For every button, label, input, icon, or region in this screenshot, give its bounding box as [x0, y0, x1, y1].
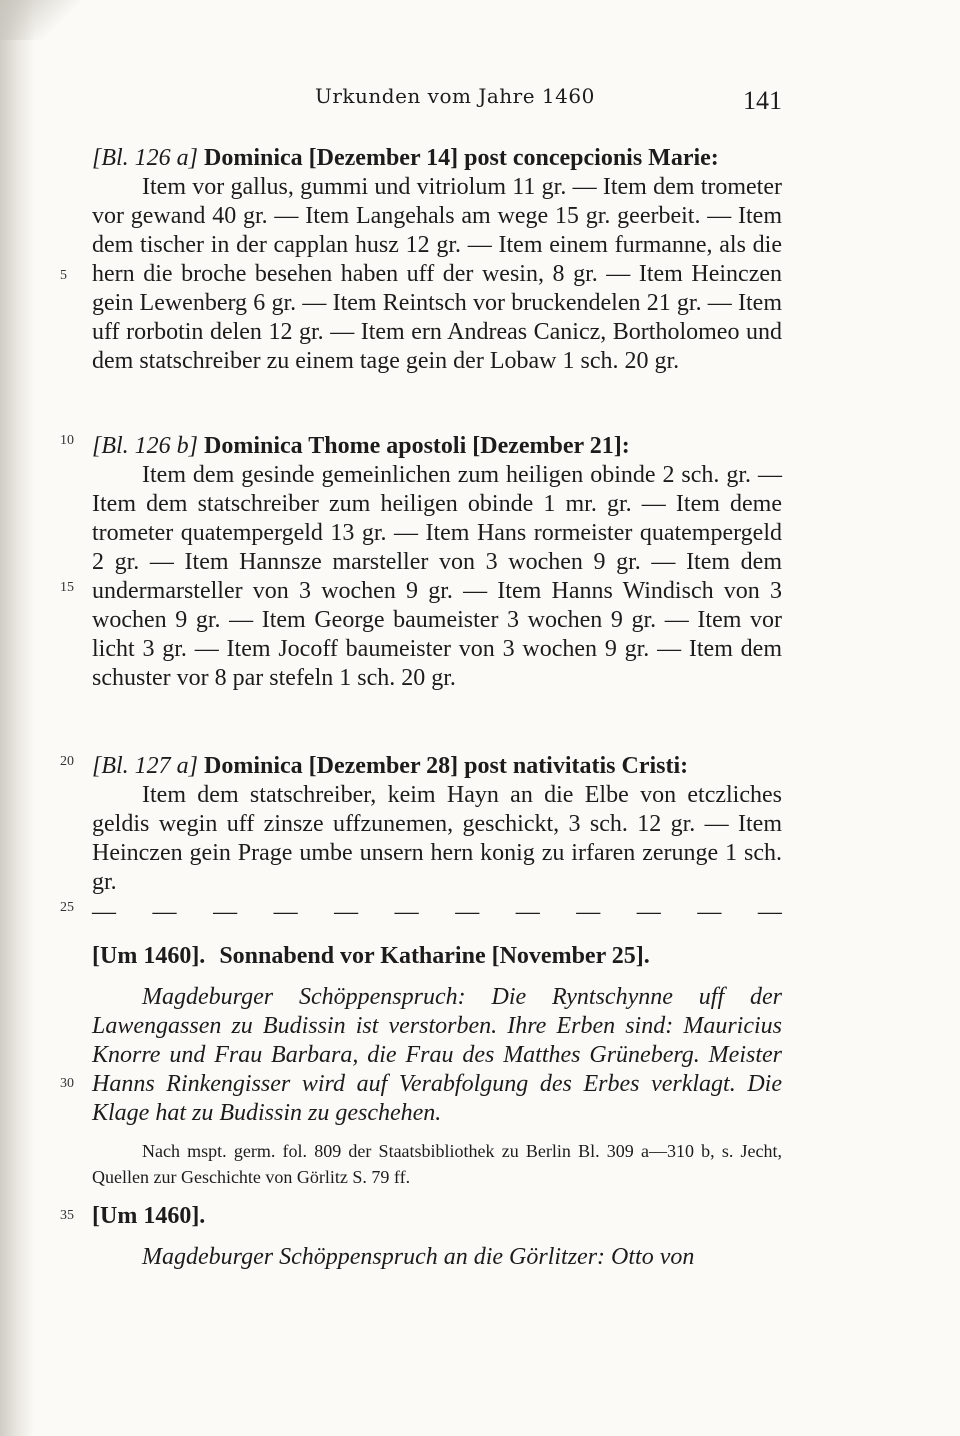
entry-heading [92, 432, 782, 461]
entry-heading [92, 144, 782, 173]
dash: — [273, 899, 298, 925]
document-um-1460-a [92, 942, 782, 1190]
line-number: 20 [60, 754, 74, 769]
folio-ref: [Bl. 126 b] [92, 433, 199, 459]
entry-heading [92, 752, 782, 781]
line-number: 15 [60, 580, 74, 595]
section-year: [Um 1460]. [92, 1203, 206, 1229]
entry-bl-127a [92, 752, 782, 897]
dash: — [213, 899, 238, 925]
scan-corner [0, 0, 80, 40]
page-header [0, 84, 960, 120]
folio-ref: [Bl. 127 a] [92, 753, 199, 779]
dash: — [92, 899, 116, 925]
entry-date: Dominica [Dezember 14] post concepcionis Marie: [204, 145, 719, 171]
line-number: 5 [60, 268, 67, 283]
dash: — [394, 899, 419, 925]
section-heading [92, 1202, 782, 1231]
line-number: 10 [60, 433, 74, 448]
folio-ref: [Bl. 126 a] [92, 145, 199, 171]
line-number: 30 [60, 1076, 74, 1091]
source-note: Nach mspt. germ. fol. 809 der Staatsbibliothek zu Berlin Bl. 309 a—310 b, s. Jecht, Quellen zur Geschichte von Görlitz S. 79 ff. [92, 1141, 782, 1187]
entry-date: Dominica Thome apostoli [Dezember 21]: [204, 433, 630, 459]
entry-body: Item dem gesinde gemeinlichen zum heiligen obinde 2 sch. gr. — Item dem statschreiber zum heiligen obinde 1 mr. gr. — Item deme trometer quatempergeld 13 gr. — Item Hans rormeister quatempergeld 2 gr. — Item Hannsze marsteller von 3 wochen 9 gr. — Item dem undermarsteller von 3 wochen 9 gr. — Item Hanns Windisch von 3 wochen 9 gr. — Item George baumeister 3 wochen 9 gr. — Item vor licht 3 gr. — Item Jocoff baumeister von 3 wochen 9 gr. — Item dem schuster vor 8 par stefeln 1 sch. 20 gr. [92, 462, 782, 691]
document-um-1460-b [92, 1202, 782, 1272]
entry-date: Dominica [Dezember 28] post nativitatis Cristi: [204, 753, 689, 779]
section-date: Sonnabend vor Katharine [November 25]. [219, 943, 650, 969]
section-heading [92, 942, 782, 971]
entry-bl-126b [92, 432, 782, 693]
dash-separator [92, 898, 782, 927]
dash: — [515, 899, 540, 925]
entry-body: Item vor gallus, gummi und vitriolum 11 gr. — Item dem trometer vor gewand 40 gr. — Item Langehals am wege 15 gr. geerbeit. — Item dem tischer in der capplan husz 12 gr. — Item einem furmanne, als die hern die broche besehen haben uff der wesin, 8 gr. — Item Heinczen gein Lewenberg 6 gr. — Item Reintsch vor bruckendelen 21 gr. — Item uff rorbotin delen 12 gr. — Item ern Andreas Canicz, Bortholomeo und dem statschreiber zu einem tage gein der Lobaw 1 sch. 20 gr. [92, 174, 782, 374]
line-number: 25 [60, 900, 74, 915]
dash: — [334, 899, 359, 925]
dash: — [576, 899, 601, 925]
regest: Magdeburger Schöppenspruch: Die Ryntschynne uff der Lawengassen zu Budissin ist verstorben. Ihre Erben sind: Mauricius Knorre und Frau Barbara, die Frau des Matthes Grüneberg. Meister Hanns Rinkengisser wird auf Verabfolgung des Erbes verklagt. Die Klage hat zu Budissin zu geschehen. [92, 984, 782, 1126]
dash: — [455, 899, 480, 925]
dash: — [636, 899, 661, 925]
scan-edge [0, 0, 34, 1436]
entry-bl-126a [92, 144, 782, 376]
regest: Magdeburger Schöppenspruch an die Görlitzer: Otto von [142, 1244, 695, 1270]
dash: — [152, 899, 177, 925]
dash: — [757, 899, 782, 925]
line-number: 35 [60, 1208, 74, 1223]
running-title: Urkunden vom Jahre 1460 [315, 84, 595, 108]
section-year: [Um 1460]. [92, 943, 206, 969]
entry-body: Item dem statschreiber, keim Hayn an die Elbe von etczliches geldis wegin uff zinsze uffzunemen, geschickt, 3 sch. 12 gr. — Item Heinczen gein Prage umbe unsern hern konig zu irfaren zerunge 1 sch. gr. [92, 782, 782, 895]
page-number: 141 [743, 86, 782, 115]
dash: — [697, 899, 722, 925]
